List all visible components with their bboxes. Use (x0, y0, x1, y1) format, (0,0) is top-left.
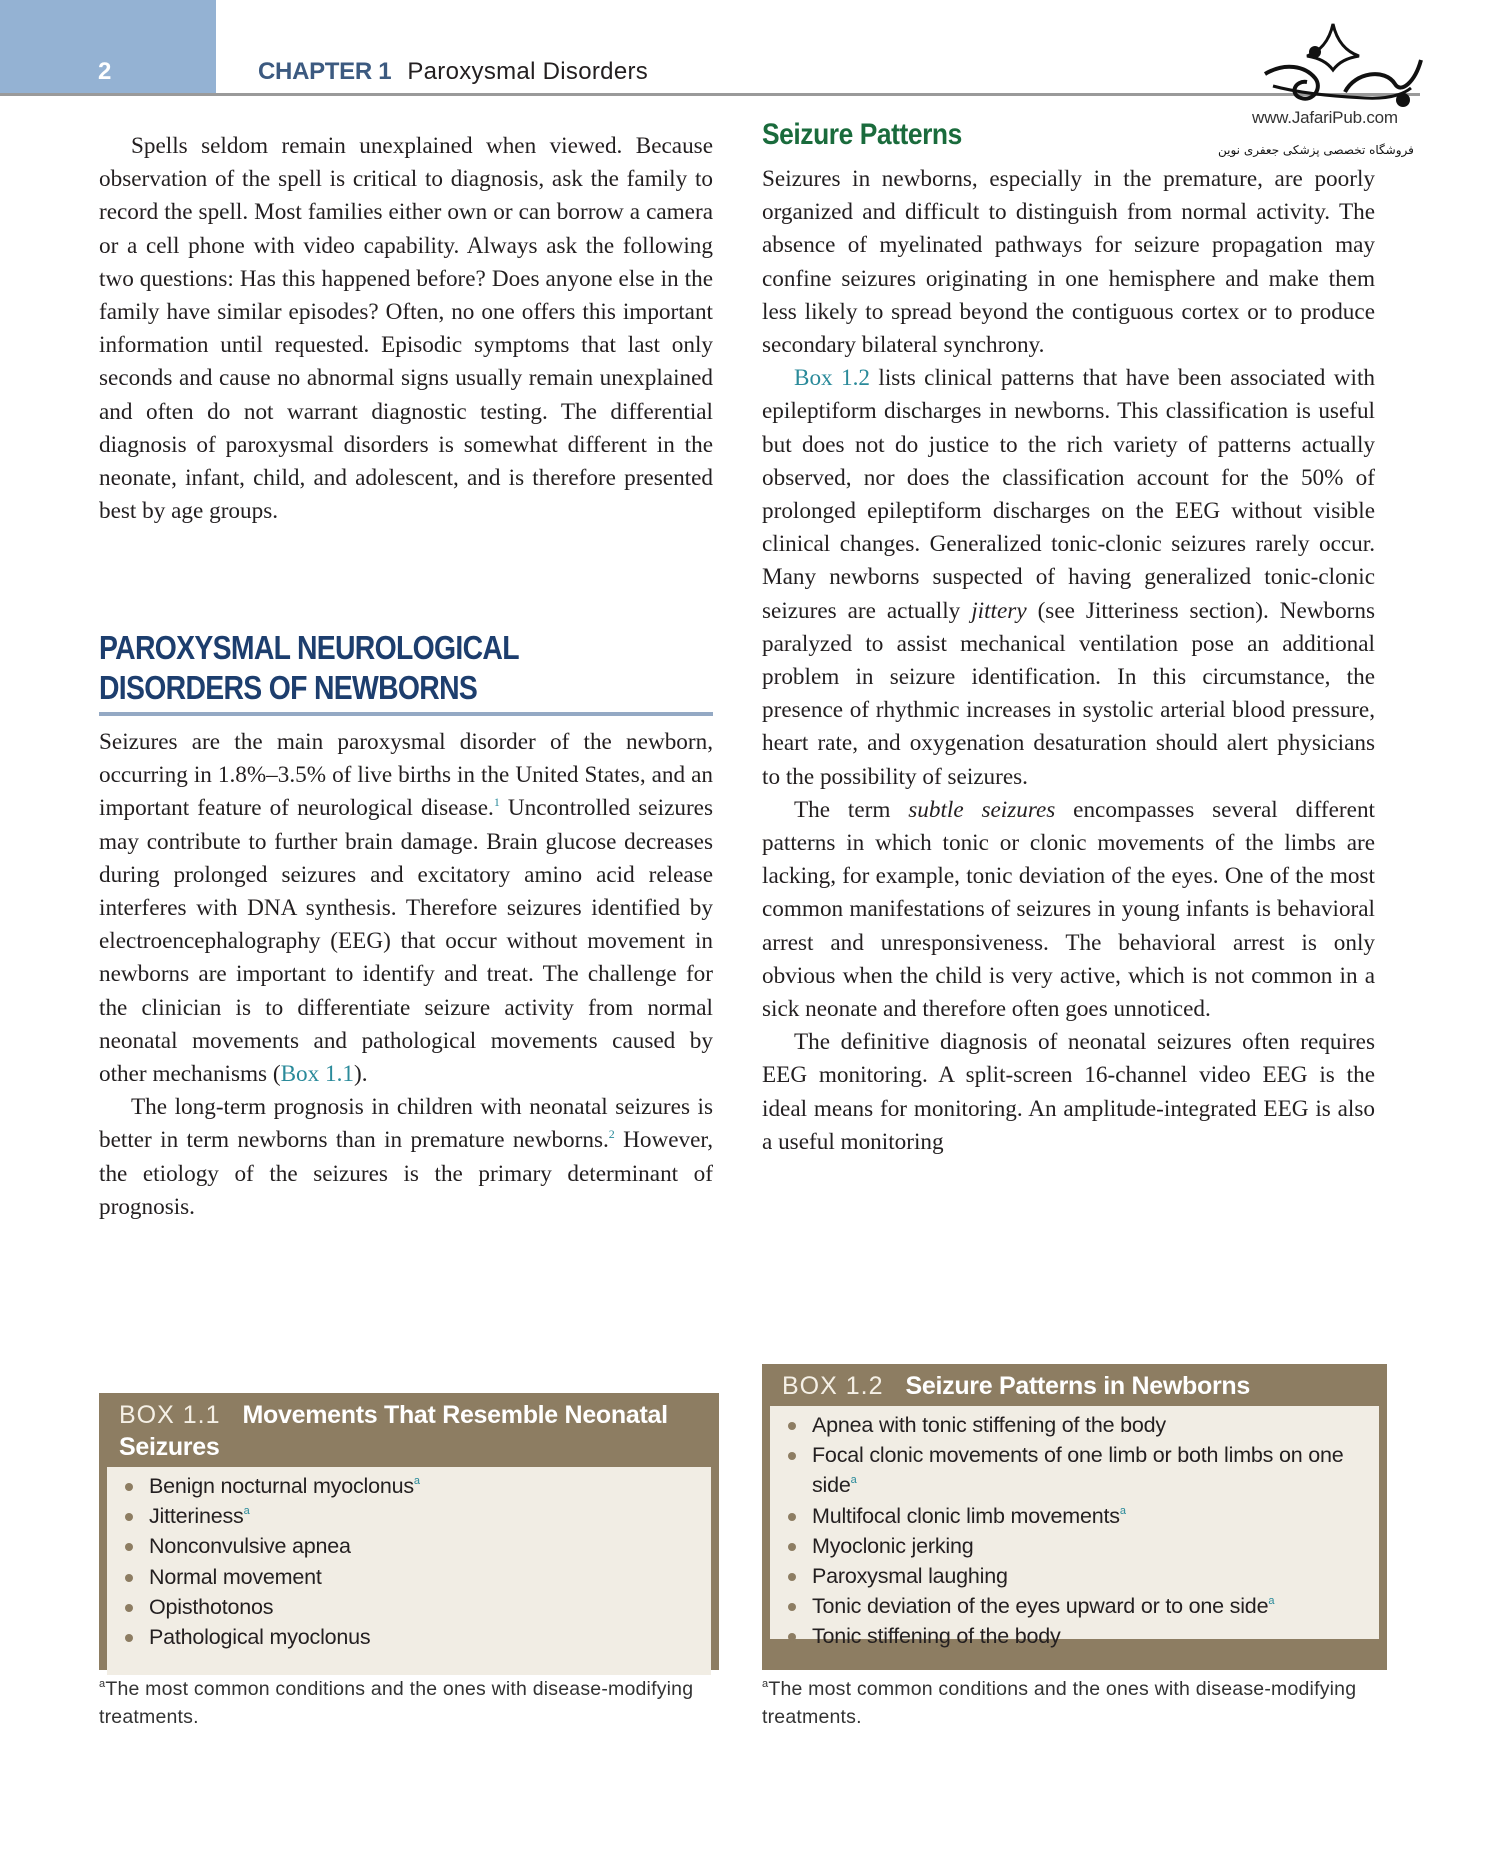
bullet-icon (125, 1604, 133, 1612)
page-number: 2 (98, 58, 112, 85)
list-item: Focal clonic movements of one limb or both limbs on one side$^a$ (782, 1440, 1367, 1500)
chapter-label: CHAPTER 1 (258, 58, 392, 85)
watermark-tagline: فروشگاه تخصصی پزشکی جعفری نوین (1218, 143, 1414, 157)
list-item: Paroxysmal laughing (782, 1561, 1367, 1591)
section-heading: PAROXYSMAL NEUROLOGICAL DISORDERS OF NEWBORNS (99, 629, 519, 706)
section-rule (99, 712, 713, 716)
box-1-1-header (107, 1393, 711, 1467)
bullet-icon (125, 1634, 133, 1642)
page-number-tab (0, 0, 216, 93)
paragraph-subtle-seizures: The term subtle seizures encompasses several different patterns in which tonic or clonic movements of the limbs are lacking, for example, tonic deviation of the eyes. One of the most common manifestations of seizures in young infants is behavioral arrest and unresponsiveness. The behavioral arrest is only obvious when the child is very active, which is not common in a sick neonate and therefore often goes unnoticed. (762, 796, 1375, 1023)
list-item: Jitteriness$^a$ (119, 1501, 699, 1531)
list-item: Nonconvulsive apnea (119, 1531, 699, 1561)
jafaripub-logo-icon (1245, 22, 1425, 162)
box-1-2 (762, 1364, 1387, 1670)
box-1-2-link[interactable]: Box 1.2 (794, 365, 871, 392)
box-1-1-title: Movements That Resemble Neonatal Seizures (119, 1401, 668, 1461)
box-1-2-header (770, 1364, 1379, 1406)
bullet-icon (788, 1513, 796, 1521)
list-item: Tonic deviation of the eyes upward or to one side$^a$ (782, 1591, 1367, 1621)
paragraph-eeg-monitoring: The definitive diagnosis of neonatal seizures often requires EEG monitoring. A split-screen 16-channel video EEG is the ideal means for monitoring. An amplitude-integrated EEG is also a useful monitoring (762, 1029, 1375, 1155)
list-item: Benign nocturnal myoclonus$^a$ (119, 1471, 699, 1501)
list-item: Opisthotonos (119, 1592, 699, 1622)
chapter-title: Paroxysmal Disorders (407, 58, 649, 85)
newborn-disorders-text (99, 726, 713, 1224)
reference-1-link[interactable]: 1 (493, 795, 500, 810)
intro-paragraph: Spells seldom remain unexplained when viewed. Because observation of the spell is critical to diagnosis, ask the family to record the spell. Most families either own or can borrow a camera or a cell phone with video capability. Always ask the following two questions: Has this happened before? Does anyone else in the family have similar episodes? Often, no one offers this important information until requested. Episodic symptoms that last only seconds and cause no abnormal signs usually remain unexplained and often do not warrant diagnostic testing. The differential diagnosis of paroxysmal disorders is somewhat different in the neonate, infant, child, and adolescent, and is therefore presented best by age groups. (99, 133, 713, 525)
box-1-2-body (770, 1406, 1379, 1649)
running-head (258, 58, 648, 86)
list-item: Myoclonic jerking (782, 1531, 1367, 1561)
bullet-icon (788, 1452, 796, 1460)
bullet-icon (125, 1483, 133, 1491)
box-1-2-number: BOX 1.2 (782, 1372, 884, 1400)
bullet-icon (788, 1633, 796, 1641)
paragraph-seizures-main: Seizures are the main paroxysmal disorder of the newborn, occurring in 1.8%–3.5% of live births in the United States, and an important feature of neurological disease.$^1$ Uncontrolled seizures may contribute to further brain damage. Brain glucose decreases during prolonged seizures and excitatory amino acid release interferes with DNA synthesis. Therefore seizures identified by electroencephalography (EEG) that occur without movement in newborns are important to identify and treat. The challenge for the clinician is to differentiate seizure activity from normal neonatal movements and pathological movements caused by other mechanisms (Box 1.1). (99, 729, 713, 1088)
list-item: Apnea with tonic stiffening of the body (782, 1410, 1367, 1440)
box-1-2-title: Seizure Patterns in Newborns (905, 1372, 1250, 1400)
bullet-icon (125, 1543, 133, 1551)
subheading-seizure-patterns: Seizure Patterns (762, 118, 962, 151)
box-1-2-footnote: $^a$The most common conditions and the ones with disease-modifying treatments. (762, 1678, 1357, 1728)
box-1-1-footnote: $^a$The most common conditions and the ones with disease-modifying treatments. (99, 1678, 694, 1728)
list-item: Multifocal clonic limb movements$^a$ (782, 1501, 1367, 1531)
bullet-icon (788, 1573, 796, 1581)
bullet-icon (788, 1543, 796, 1551)
bullet-icon (125, 1574, 133, 1582)
paragraph-prognosis: The long-term prognosis in children with neonatal seizures is better in term newborns than in premature newborns.$^2$ However, the etiology of the seizures is the primary determinant of prognosis. (99, 1094, 713, 1220)
box-1-1-number: BOX 1.1 (119, 1401, 221, 1429)
bullet-icon (125, 1513, 133, 1521)
list-item: Tonic stiffening of the body (782, 1621, 1367, 1651)
watermark-url: www.JafariPub.com (1252, 108, 1398, 127)
list-item: Normal movement (119, 1562, 699, 1592)
bullet-icon (788, 1603, 796, 1611)
box-1-1-body (107, 1467, 711, 1675)
paragraph-newborn-seizures: Seizures in newborns, especially in the premature, are poorly organized and difficult to distinguish from normal activity. The absence of myelinated pathways for seizure propagation may confine seizures originating in one hemisphere and make them less likely to spread beyond the contiguous cortex or to produce secondary bilateral synchrony. (762, 166, 1375, 359)
box-1-1 (99, 1393, 719, 1670)
bullet-icon (788, 1422, 796, 1430)
list-item: Pathological myoclonus (119, 1622, 699, 1652)
paragraph-box-1-2: Box 1.2 lists clinical patterns that have been associated with epileptiform discharges in newborns. This classification is useful but does not do justice to the rich variety of patterns actually observed, nor does the classification account for the 50% of prolonged epileptiform discharges on the EEG without visible clinical changes. Generalized tonic-clonic seizures rarely occur. Many newborns suspected of having generalized tonic-clonic seizures are actually jittery (see Jitteriness section). Newborns paralyzed to assist mechanical ventilation pose an additional problem in seizure identification. In this circumstance, the presence of rhythmic increases in systolic arterial blood pressure, heart rate, and oxygenation desaturation should alert physicians to the possibility of seizures. (762, 365, 1376, 790)
header-rule (0, 93, 1420, 96)
intro-text (99, 130, 713, 528)
seizure-patterns-text (762, 163, 1375, 1159)
box-1-1-link[interactable]: Box 1.1 (280, 1061, 355, 1088)
reference-2-link[interactable]: 2 (608, 1127, 615, 1142)
